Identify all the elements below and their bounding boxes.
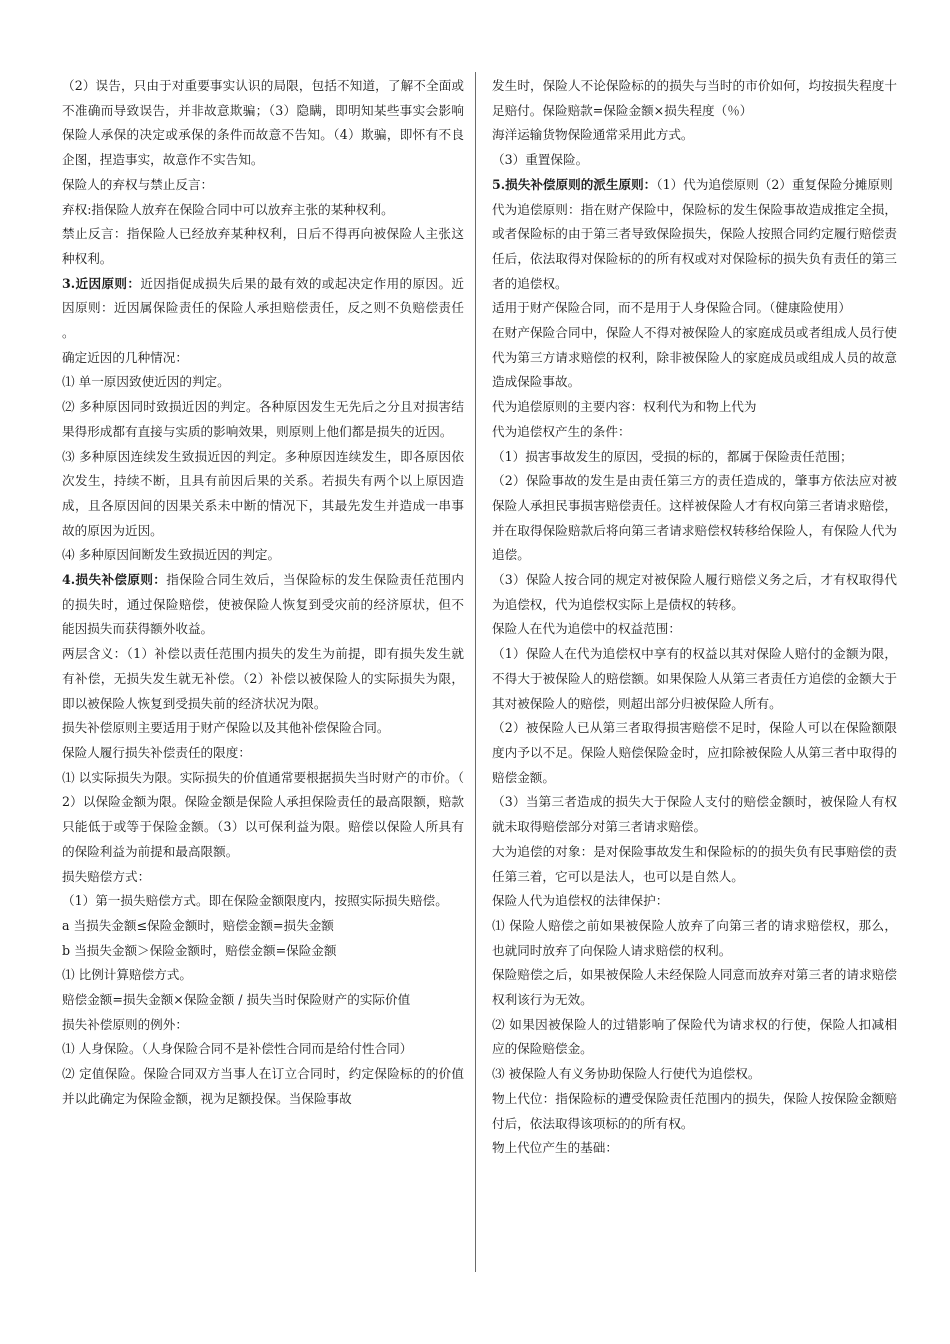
paragraph — [492, 395, 897, 420]
paragraph-text: 禁止反言：指保险人已经放弃某种权利，日后不得再向被保险人主张这种权利。 — [62, 226, 464, 266]
paragraph-text: （2）被保险人已从第三者取得损害赔偿不足时，保险人可以在保险额限度内予以不足。保险人赔偿保险金时，应扣除被保险人从第三者中取得的赔偿金额。 — [492, 720, 897, 785]
paragraph — [492, 963, 897, 1012]
paragraph — [62, 222, 464, 271]
paragraph — [62, 272, 464, 346]
paragraph-text: 发生时，保险人不论保险标的的损失与当时的市价如何，均按损失程度十足赔付。保险赔款=保险金额×损失程度（％） — [492, 78, 897, 118]
paragraph-text: ⑶ 被保险人有义务协助保险人行使代为追偿权。 — [492, 1066, 761, 1082]
paragraph — [62, 173, 464, 198]
paragraph-text: 代为追偿权产生的条件： — [492, 423, 631, 439]
paragraph — [62, 766, 464, 865]
paragraph-text: 损失补偿原则的例外： — [62, 1016, 188, 1032]
paragraph — [492, 198, 897, 297]
paragraph-text: （1）代为追偿原则（2）重复保险分摊原则 — [656, 176, 893, 192]
paragraph — [492, 1013, 897, 1062]
paragraph-text: 物上代位产生的基础： — [492, 1140, 618, 1156]
paragraph — [62, 963, 464, 988]
paragraph-text: 两层含义：（1）补偿以责任范围内损失的发生为前提，即有损失发生就有补偿，无损失发生就无补偿。（2）补偿以被保险人的实际损失为限，即以被保险人恢复到受损失前的经济状况为限。 — [62, 646, 464, 711]
paragraph — [62, 1062, 464, 1111]
paragraph — [62, 865, 464, 890]
paragraph-text: 赔偿金额=损失金额×保险金额 / 损失当时保险财产的实际价值 — [62, 992, 411, 1008]
paragraph — [62, 988, 464, 1013]
paragraph-text: 代为追偿原则：指在财产保险中，保险标的发生保险事故造成推定全损，或者保险标的由于第三者导致保险损失，保险人按照合同约定履行赔偿责任后，依法取得对保险标的的所有权或对对保险标的损失负有责任的第三者的追偿权。 — [492, 201, 897, 291]
paragraph — [492, 123, 897, 148]
paragraph-text: 适用于财产保险合同，而不是用于人身保险合同。（健康险使用） — [492, 300, 851, 316]
paragraph-text: 物上代位：指保险标的遭受保险责任范围内的损失，保险人按保险金额赔付后，依法取得该项标的的所有权。 — [492, 1090, 897, 1131]
paragraph-text: b 当损失金额＞保险金额时，赔偿金额=保险金额 — [62, 942, 337, 958]
section-heading: 5.损失补偿原则的派生原则： — [492, 176, 657, 192]
paragraph — [492, 469, 897, 568]
paragraph — [492, 445, 897, 470]
paragraph — [62, 346, 464, 371]
paragraph — [492, 617, 897, 642]
paragraph-text: ⑴ 单一原因致使近因的判定。 — [62, 374, 230, 390]
paragraph — [62, 543, 464, 568]
paragraph — [62, 370, 464, 395]
paragraph-text: （1）第一损失赔偿方式。即在保险金额限度内，按照实际损失赔偿。 — [62, 893, 448, 909]
paragraph — [492, 420, 897, 445]
paragraph — [62, 716, 464, 741]
section-heading: 3.近因原则： — [62, 275, 141, 291]
paragraph — [62, 939, 464, 964]
paragraph-text: （3）重置保险。 — [492, 152, 589, 168]
paragraph — [62, 445, 464, 544]
paragraph-text: 保险人在代为追偿中的权益范围： — [492, 621, 681, 637]
paragraph-text: 弃权:指保险人放弃在保险合同中可以放弃主张的某种权利。 — [62, 201, 394, 217]
paragraph-text: ⑷ 多种原因间断发生致损近因的判定。 — [62, 547, 281, 563]
paragraph-text: ⑵ 如果因被保险人的过错影响了保险代为请求权的行使，保险人扣减相应的保险赔偿金。 — [492, 1016, 897, 1057]
paragraph-text: 指保险合同生效后，当保险标的发生保险责任范围内的损失时，通过保险赔偿，使被保险人恢复到受灾前的经济原状，但不能因损失而获得额外收益。 — [62, 572, 464, 637]
paragraph — [62, 74, 464, 173]
paragraph — [492, 716, 897, 790]
paragraph-text: （2）保险事故的发生是由责任第三方的责任造成的，肇事方依法应对被保险人承担民事损害赔偿责任。这样被保险人才有权向第三者请求赔偿，并在取得保险赔款后将向第三者请求赔偿权转移给保险人，有保险人代为追偿。 — [492, 473, 897, 563]
paragraph-text: ⑵ 多种原因同时致损近因的判定。各种原因发生无先后之分且对损害结果得形成都有直接与实质的影响效果，则原则上他们都是损失的近因。 — [62, 399, 464, 439]
paragraph — [492, 642, 897, 716]
paragraph-text: （1）保险人在代为追偿权中享有的权益以其对保险人赔付的金额为限，不得大于被保险人的赔偿额。如果保险人从第三者责任方追偿的金额大于其对被保险人的赔偿，则超出部分归被保险人所有。 — [492, 646, 897, 711]
paragraph — [62, 395, 464, 444]
paragraph — [492, 914, 897, 963]
paragraph — [492, 173, 897, 198]
paragraph — [492, 1136, 897, 1161]
paragraph — [492, 321, 897, 395]
paragraph — [492, 1062, 897, 1087]
paragraph — [492, 1087, 897, 1136]
paragraph-text: ⑵ 定值保险。保险合同双方当事人在订立合同时，约定保险标的的价值并以此确定为保险金额，视为足额投保。当保险事故 — [62, 1066, 464, 1106]
paragraph-text: 保险人的弃权与禁止反言： — [62, 176, 214, 192]
paragraph-text: （3）保险人按合同的规定对被保险人履行赔偿义务之后，才有权取得代为追偿权，代为追偿权实际上是债权的转移。 — [492, 572, 897, 612]
paragraph — [62, 741, 464, 766]
paragraph — [62, 1037, 464, 1062]
paragraph — [492, 840, 897, 889]
right-column — [492, 74, 897, 1161]
paragraph — [492, 889, 897, 914]
paragraph-text: a 当损失金额≤保险金额时，赔偿金额=损失金额 — [62, 917, 334, 933]
paragraph-text: 近因指促成损失后果的最有效的或起决定作用的原因。近因原则：近因属保险责任的保险人承担赔偿责任，反之则不负赔偿责任。 — [62, 275, 464, 341]
section-heading: 4.损失补偿原则： — [62, 572, 167, 588]
paragraph-text: ⑴ 保险人赔偿之前如果被保险人放弃了向第三者的请求赔偿权，那么，也就同时放弃了向保险人请求赔偿的权利。 — [492, 917, 897, 958]
paragraph-text: （1）损害事故发生的原因，受损的标的，都属于保险责任范围； — [492, 448, 853, 464]
paragraph-text: （2）误告，只由于对重要事实认识的局限，包括不知道，了解不全面或不准确而导致误告，并非故意欺骗；（3）隐瞒，即明知某些事实会影响保险人承保的决定或承保的条件而故意不告知。（4）欺骗，即怀有不良企图，捏造事实，故意作不实告知。 — [62, 78, 464, 168]
paragraph — [492, 790, 897, 839]
paragraph — [62, 198, 464, 223]
paragraph — [62, 889, 464, 914]
column-divider — [475, 72, 476, 1272]
paragraph-text: ⑴ 比例计算赔偿方式。 — [62, 967, 192, 983]
paragraph-text: 损失补偿原则主要适用于财产保险以及其他补偿保险合同。 — [62, 720, 390, 736]
paragraph-text: ⑴ 人身保险。（人身保险合同不是补偿性合同而是给付性合同） — [62, 1041, 413, 1057]
paragraph-text: 确定近因的几种情况： — [62, 349, 188, 365]
paragraph-text: ⑶ 多种原因连续发生致损近因的判定。多种原因连续发生，即各原因依次发生，持续不断，且具有前因后果的关系。若损失有两个以上原因造成，且各原因间的因果关系未中断的情况下，其最先发生并造成一串事故的原因为近因。 — [62, 448, 464, 538]
paragraph — [492, 568, 897, 617]
left-column — [62, 74, 464, 1112]
paragraph — [62, 1013, 464, 1038]
paragraph — [492, 148, 897, 173]
paragraph-text: 保险赔偿之后，如果被保险人未经保险人同意而放弃对第三者的请求赔偿权利该行为无效。 — [492, 967, 897, 1008]
paragraph — [492, 74, 897, 123]
paragraph — [62, 914, 464, 939]
paragraph-text: 大为追偿的对象：是对保险事故发生和保险标的的损失负有民事赔偿的责任第三着，它可以是法人，也可以是自然人。 — [492, 843, 897, 884]
paragraph-text: 保险人履行损失补偿责任的限度： — [62, 744, 251, 760]
paragraph-text: ⑴ 以实际损失为限。实际损失的价值通常要根据损失当时财产的市价。（2）以保险金额为限。保险金额是保险人承担保险责任的最高限额，赔款只能低于或等于保险金额。（3）以可保利益为限。赔偿以保险人所具有的保险利益为前提和最高限额。 — [62, 769, 464, 859]
paragraph-text: 海洋运输货物保险通常采用此方式。 — [492, 127, 694, 143]
paragraph-text: 代为追偿原则的主要内容：权利代为和物上代为 — [492, 399, 757, 415]
paragraph-text: 损失赔偿方式： — [62, 868, 151, 884]
paragraph — [492, 296, 897, 321]
paragraph — [62, 642, 464, 716]
paragraph-text: （3）当第三者造成的损失大于保险人支付的赔偿金额时，被保险人有权就未取得赔偿部分对第三者请求赔偿。 — [492, 794, 897, 835]
paragraph — [62, 568, 464, 642]
paragraph-text: 在财产保险合同中，保险人不得对被保险人的家庭成员或者组成人员行使代为第三方请求赔偿的权利，除非被保险人的家庭成员或组成人员的故意造成保险事故。 — [492, 325, 897, 390]
paragraph-text: 保险人代为追偿权的法律保护： — [492, 893, 669, 909]
